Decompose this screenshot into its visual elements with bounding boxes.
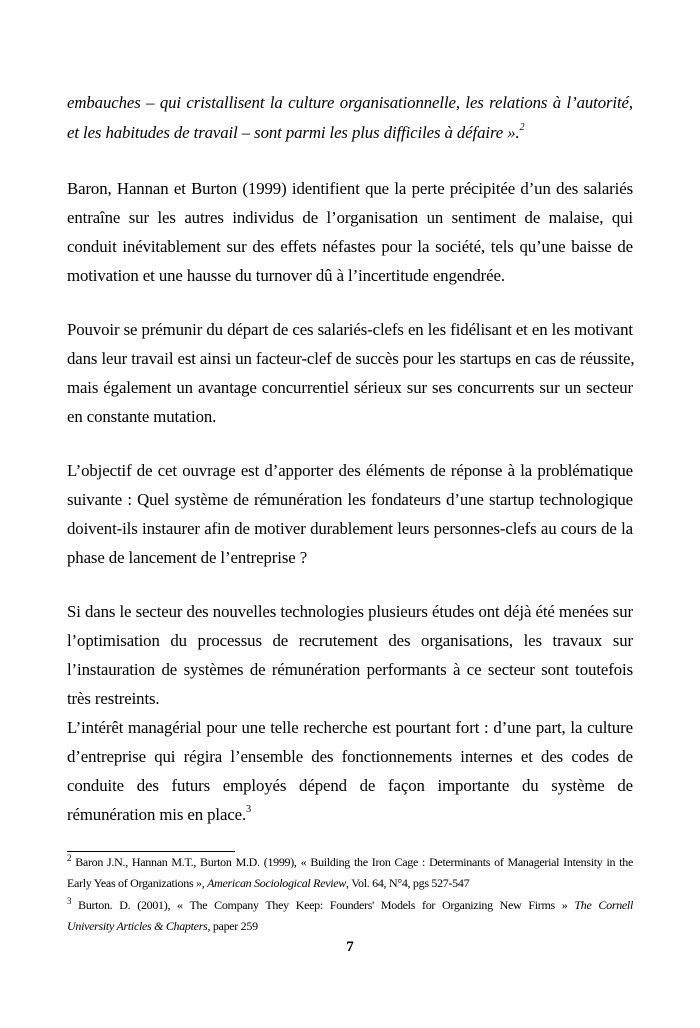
paragraph-line	[67, 804, 633, 826]
paragraph-line: phase de lancement de l’entreprise ?	[67, 548, 308, 567]
paragraph-line: d’entreprise qui régira l’ensemble des fonctionnements internes et des codes de	[67, 747, 633, 766]
paragraph-line: motivation et une hausse du turnover dû à l’incertitude engendrée.	[67, 266, 505, 285]
paragraph-line: mais également un avantage concurrentiel sérieux sur ses concurrents sur un secteur	[67, 378, 633, 397]
journal-title: American Sociological Review	[207, 876, 347, 890]
footnote-line	[67, 896, 633, 914]
footnote-text: Baron J.N., Hannan M.T., Burton M.D. (1999), « Building the Iron Cage : Determinants of Managerial Intensity in the	[71, 855, 633, 869]
paragraph-line: L’objectif de cet ouvrage est d’apporter des éléments de réponse à la problématique	[67, 461, 633, 480]
paragraph-line: en constante mutation.	[67, 407, 217, 426]
source-title: The Cornell	[574, 898, 633, 912]
footnote-ref[interactable]: 2	[519, 122, 525, 133]
footnote-line	[67, 853, 633, 871]
paragraph-line: très restreints.	[67, 689, 160, 708]
quote-line: embauches – qui cristallisent la culture organisationnelle, les relations à l’autorité,	[67, 93, 633, 112]
paragraph-line: entraîne sur les autres individus de l’organisation un sentiment de malaise, qui	[67, 208, 633, 227]
page-number: 7	[346, 939, 354, 955]
paragraph-line: Baron, Hannan et Burton (1999) identifient que la perte précipitée d’un des salariés	[67, 179, 633, 198]
footnote-line	[67, 917, 633, 935]
paragraph-line: doivent-ils instaurer afin de motiver durablement leurs personnes-clefs au cours de la	[67, 519, 633, 538]
footnote-text: Burton. D. (2001), « The Company They Keep: Founders' Models for Organizing New Firms »	[71, 898, 568, 912]
paragraph-line: L’intérêt managérial pour une telle recherche est pourtant fort : d’une part, la culture	[67, 718, 633, 737]
footnote-text: , Vol. 64, N°4, pgs 527-547	[346, 876, 470, 890]
footnote-number: 3	[67, 896, 72, 906]
footnote-line	[67, 874, 633, 892]
paragraph-text: rémunération mis en place.	[67, 805, 247, 824]
paragraph-line: suivante : Quel système de rémunération les fondateurs d’une startup technologique	[67, 490, 633, 509]
paragraph-line: conduit inévitablement sur des effets néfastes pour la société, tels qu’une baisse de	[67, 237, 633, 256]
quote-line	[67, 122, 633, 144]
source-title: University Articles & Chapters	[67, 919, 208, 933]
footnote-separator	[67, 851, 235, 852]
paragraph-line: Si dans le secteur des nouvelles technologies plusieurs études ont déjà été menées sur	[67, 602, 633, 621]
paragraph-line: Pouvoir se prémunir du départ de ces salariés-clefs en les fidélisant et en les motivant	[67, 320, 633, 339]
paragraph-line: l’instauration de systèmes de rémunération performants à ce secteur sont toutefois	[67, 660, 633, 679]
footnote-text: , paper 259	[207, 919, 258, 933]
footnote-ref[interactable]: 3	[246, 804, 252, 815]
paragraph-line: conduite des futurs employés dépend de façon importante du système de	[67, 776, 633, 795]
quote-text: et les habitudes de travail – sont parmi les plus difficiles à défaire ».	[67, 123, 520, 142]
footnote-text: Early Yeas of Organizations »,	[67, 876, 205, 890]
footnote-number: 2	[67, 853, 72, 863]
paragraph-line: l’optimisation du processus de recrutement des organisations, les travaux sur	[67, 631, 633, 650]
paragraph-line: dans leur travail est ainsi un facteur-clef de succès pour les startups en cas de réussite,	[67, 349, 635, 368]
